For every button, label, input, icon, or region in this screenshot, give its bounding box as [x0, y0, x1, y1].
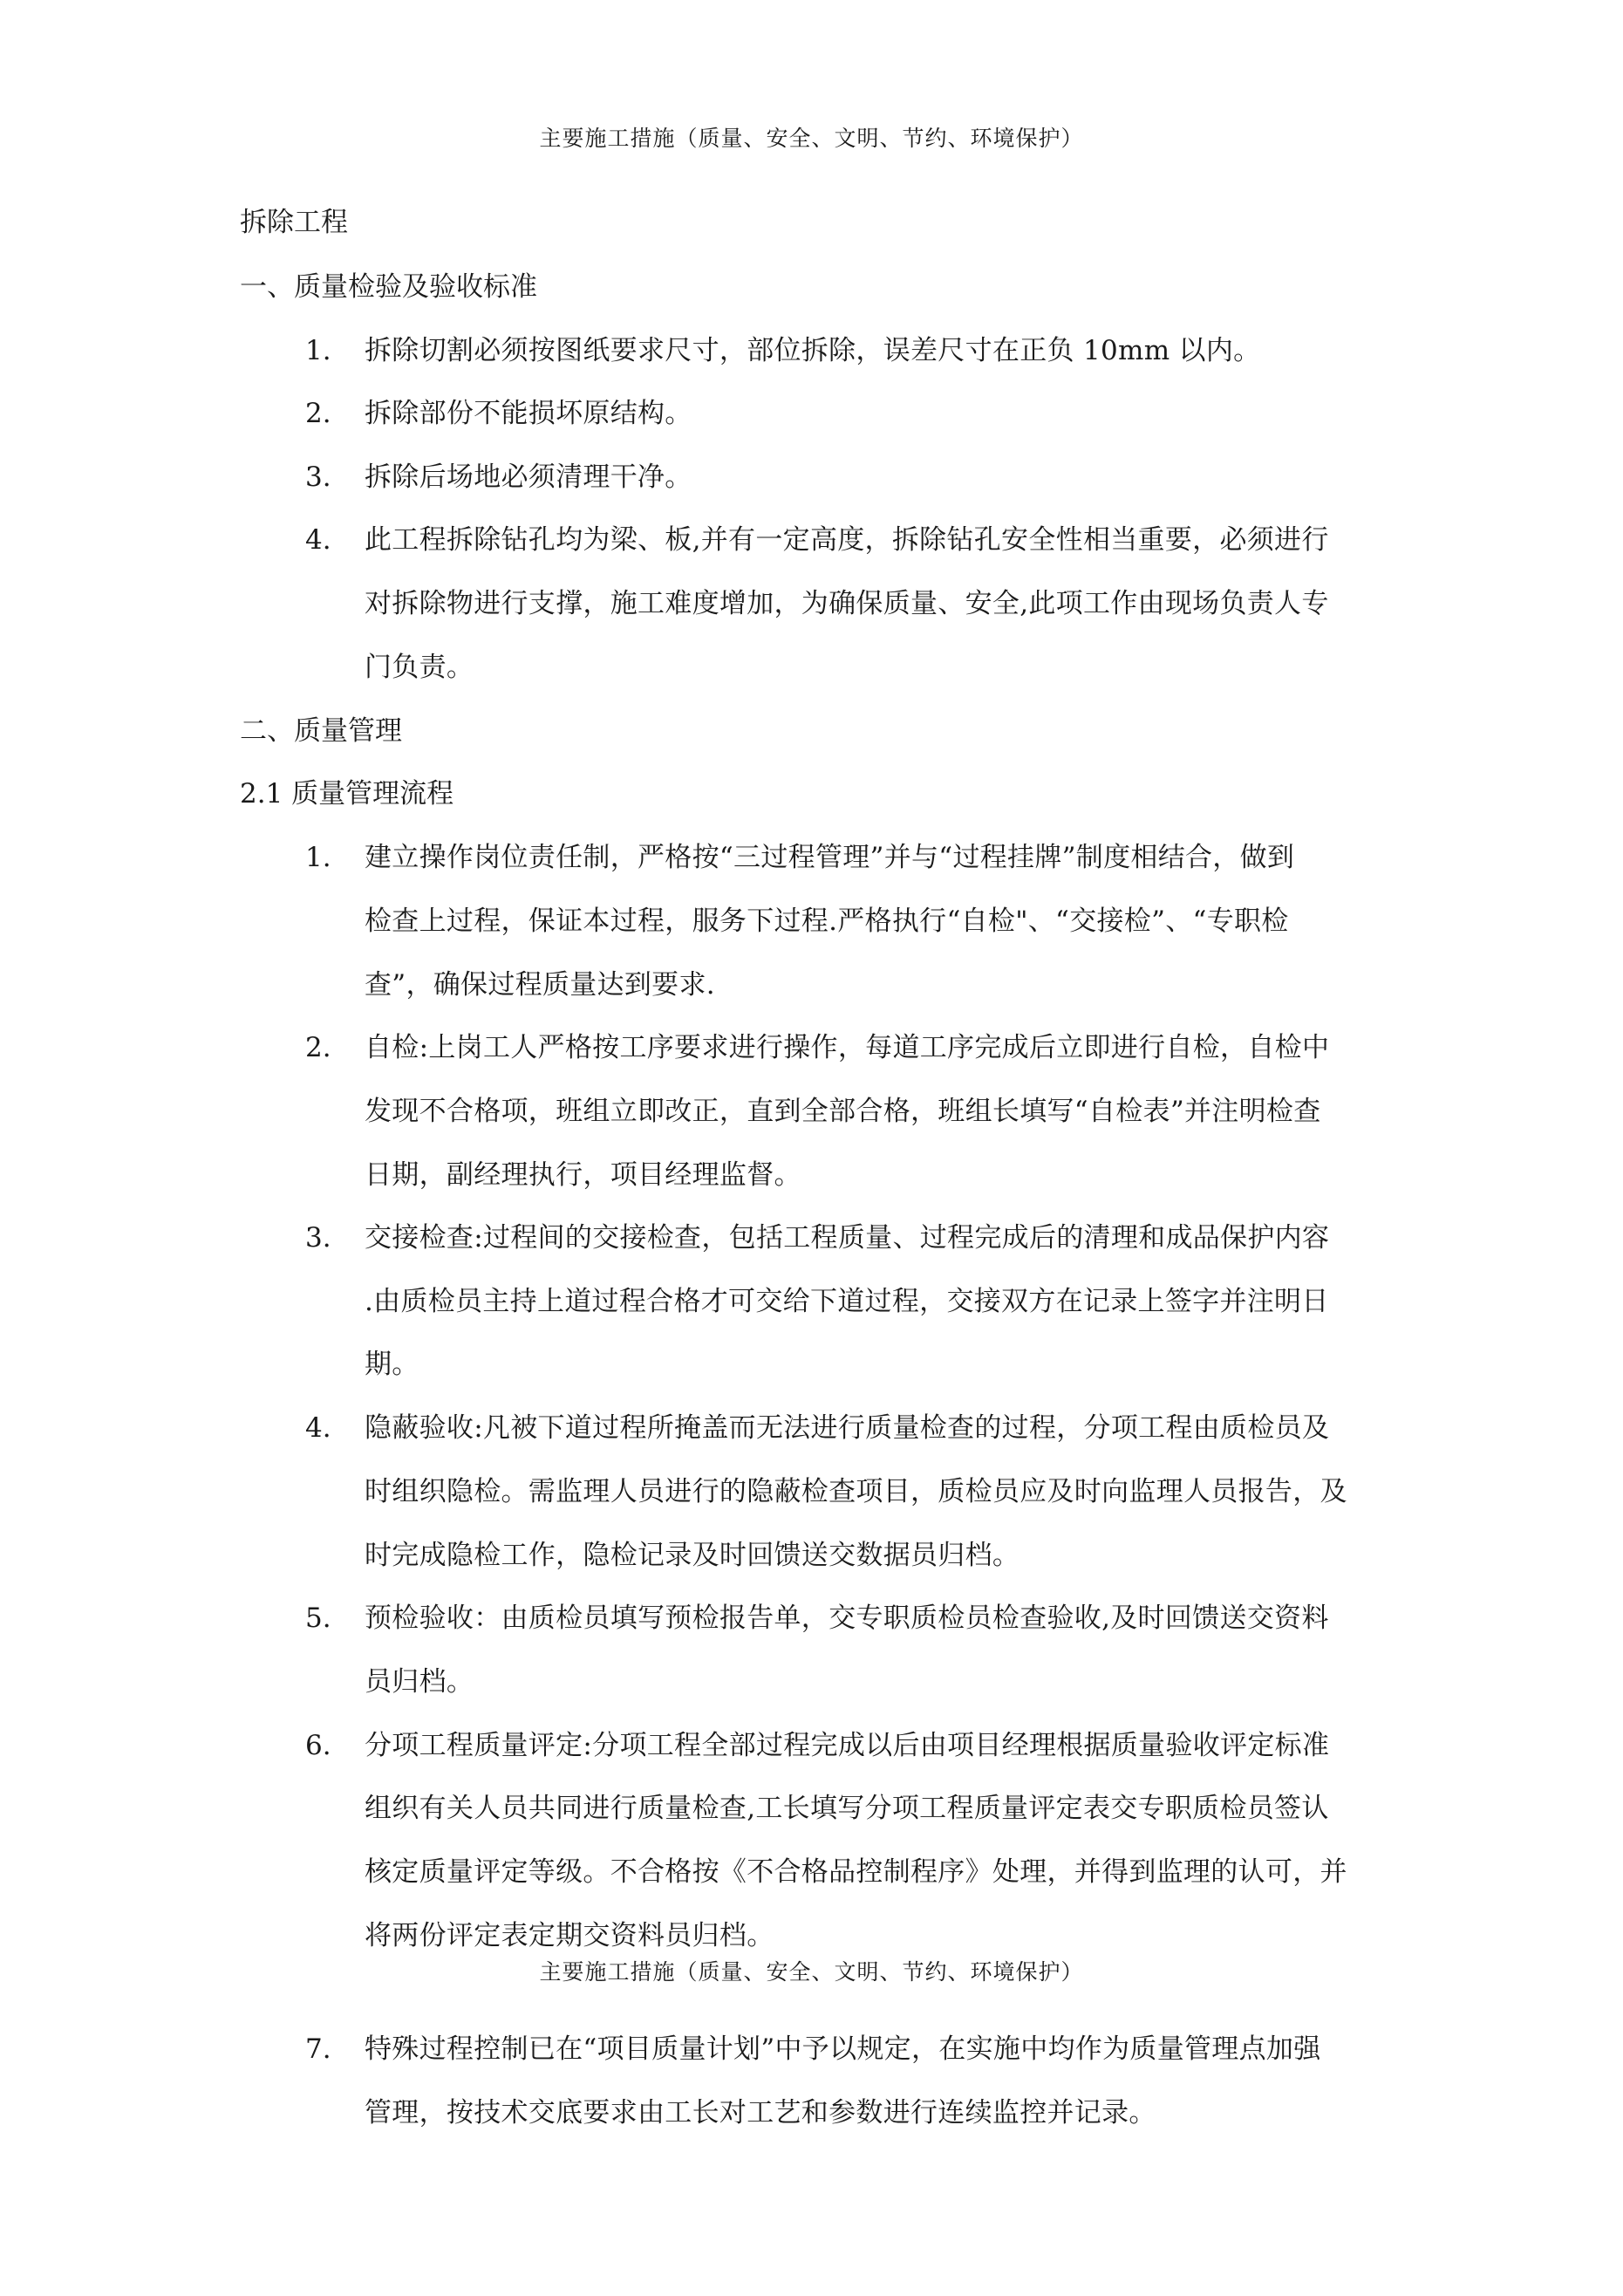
- list-number: 4.: [305, 524, 331, 556]
- list-text: 隐蔽验收:凡被下道过程所掩盖而无法进行质量检查的过程，分项工程由质检员及: [365, 1412, 1330, 1444]
- list-number: 6.: [305, 1730, 331, 1761]
- list-text: 发现不合格项，班组立即改正，直到全部合格，班组长填写“自检表”并注明检查: [365, 1096, 1321, 1127]
- list-text: 对拆除物进行支撑，施工难度增加，为确保质量、安全,此项工作由现场负责人专: [365, 588, 1329, 619]
- subsection-heading-process: 2.1 质量管理流程: [240, 778, 454, 810]
- list-text: 期。: [365, 1349, 419, 1380]
- list-number: 4.: [305, 1412, 331, 1444]
- list-text: 预检验收：由质检员填写预检报告单，交专职质检员检查验收,及时回馈送交资料: [365, 1602, 1329, 1634]
- doc-title: 拆除工程: [240, 207, 348, 238]
- list-text: 拆除部份不能损坏原结构。: [365, 398, 692, 429]
- list-text: 自检:上岗工人严格按工序要求进行操作，每道工序完成后立即进行自检，自检中: [365, 1032, 1330, 1063]
- list-number: 7.: [305, 2033, 331, 2065]
- list-text: 建立操作岗位责任制，严格按“三过程管理”并与“过程挂牌”制度相结合，做到: [365, 842, 1295, 873]
- list-number: 3.: [305, 461, 331, 493]
- list-number: 5.: [305, 1602, 331, 1634]
- list-number: 2.: [305, 398, 331, 429]
- list-text: 时组织隐检。需监理人员进行的隐蔽检查项目，质检员应及时向监理人员报告，及: [365, 1476, 1347, 1507]
- list-text: .由质检员主持上道过程合格才可交给下道过程，交接双方在记录上签字并注明日: [365, 1286, 1329, 1317]
- section-heading-quality-management: 二、质量管理: [240, 715, 402, 747]
- list-text: 检查上过程，保证本过程，服务下过程.严格执行“自检"、“交接检”、“专职检: [365, 905, 1289, 937]
- list-number: 1.: [305, 335, 331, 366]
- list-text: 门负责。: [365, 652, 474, 683]
- list-text: 交接检查:过程间的交接检查，包括工程质量、过程完成后的清理和成品保护内容: [365, 1222, 1330, 1254]
- list-text: 组织有关人员共同进行质量检查,工长填写分项工程质量评定表交专职质检员签认: [365, 1793, 1329, 1824]
- list-number: 2.: [305, 1032, 331, 1063]
- list-text: 拆除后场地必须清理干净。: [365, 461, 692, 493]
- page-header-repeat: 主要施工措施（质量、安全、文明、节约、环境保护）: [539, 1959, 1084, 1985]
- list-text: 分项工程质量评定:分项工程全部过程完成以后由项目经理根据质量验收评定标准: [365, 1730, 1330, 1761]
- list-text: 管理，按技术交底要求由工长对工艺和参数进行连续监控并记录。: [365, 2097, 1156, 2129]
- list-text: 此工程拆除钻孔均为梁、板,并有一定高度，拆除钻孔安全性相当重要，必须进行: [365, 524, 1329, 556]
- section-heading-quality-inspection: 一、质量检验及验收标准: [240, 271, 537, 303]
- list-text: 核定质量评定等级。不合格按《不合格品控制程序》处理，并得到监理的认可，并: [365, 1856, 1347, 1888]
- list-text: 员归档。: [365, 1666, 474, 1698]
- page-header: 主要施工措施（质量、安全、文明、节约、环境保护）: [539, 126, 1084, 151]
- list-text: 拆除切割必须按图纸要求尺寸，部位拆除，误差尺寸在正负 10mm 以内。: [365, 335, 1261, 366]
- list-text: 查”，确保过程质量达到要求.: [365, 969, 715, 1001]
- list-text: 特殊过程控制已在“项目质量计划”中予以规定，在实施中均作为质量管理点加强: [365, 2033, 1321, 2065]
- list-text: 时完成隐检工作，隐检记录及时回馈送交数据员归档。: [365, 1540, 1020, 1571]
- list-number: 1.: [305, 842, 331, 873]
- list-number: 3.: [305, 1222, 331, 1254]
- list-text: 日期，副经理执行，项目经理监督。: [365, 1159, 801, 1191]
- list-text: 将两份评定表定期交资料员归档。: [365, 1920, 774, 1951]
